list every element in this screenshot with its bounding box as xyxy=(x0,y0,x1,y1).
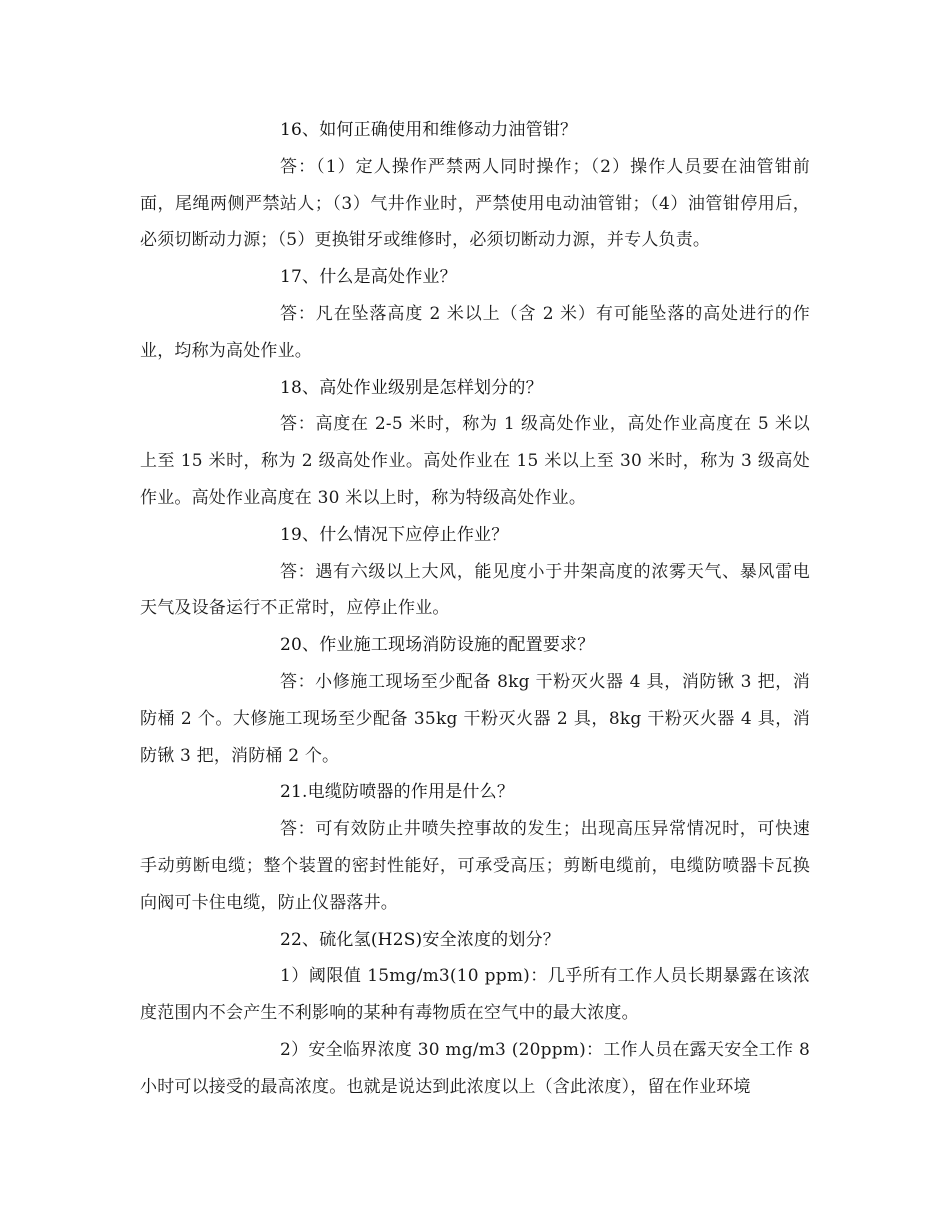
question-22: 22、硫化氢(H2S)安全浓度的划分？ xyxy=(280,929,560,950)
answer-17: 答：凡在坠落高度 2 米以上（含 2 米）有可能坠落的高处进行的作业，均称为高处作业。 xyxy=(140,303,810,361)
answer-19: 答：遇有六级以上大风，能见度小于井架高度的浓雾天气、暴风雷电天气及设备运行不正常时，应停止作业。 xyxy=(140,561,810,619)
question-16: 16、如何正确使用和维修动力油管钳？ xyxy=(280,120,578,140)
question-19: 19、什么情况下应停止作业？ xyxy=(280,524,509,545)
answer-18: 答：高度在 2-5 米时，称为 1 级高处作业，高处作业高度在 5 米以上至 15 米时，称为 2 级高处作业。高处作业在 15 米以上至 30 米时，称为 3 级高处作业。高处作业高度在 30 米以上时，称为特级高处作业。 xyxy=(140,414,810,508)
question-21: 21.电缆防喷器的作用是什么？ xyxy=(280,782,515,803)
answer-21: 答：可有效防止井喷失控事故的发生；出现高压异常情况时，可快速手动剪断电缆；整个装置的密封性能好，可承受高压；剪断电缆前，电缆防喷器卡瓦换向阀可卡住电缆，防止仪器落井。 xyxy=(140,819,810,913)
question-18: 18、高处作业级别是怎样划分的？ xyxy=(280,377,543,398)
answer-16: 答：（1）定人操作严禁两人同时操作；（2）操作人员要在油管钳前面，尾绳两侧严禁站人；（3）气井作业时，严禁使用电动油管钳；（4）油管钳停用后，必须切断动力源；（5）更换钳牙或维修时，必须切断动力源，并专人负责。 xyxy=(140,156,810,251)
answer-22-item-2: 2）安全临界浓度 30 mg/m3 (20ppm)：工作人员在露天安全工作 8 小时可以接受的最高浓度。也就是说达到此浓度以上（含此浓度），留在作业环境 xyxy=(140,1039,810,1097)
answer-20: 答：小修施工现场至少配备 8kg 干粉灭火器 4 具，消防锹 3 把，消防桶 2 个。大修施工现场至少配备 35kg 干粉灭火器 2 具，8kg 干粉灭火器 4 具，消防锹 3 把，消防桶 2 个。 xyxy=(140,671,810,766)
question-17: 17、什么是高处作业？ xyxy=(280,267,457,288)
answer-22-item-1: 1）阈限值 15mg/m3(10 ppm)：几乎所有工作人员长期暴露在该浓度范围内不会产生不利影响的某种有毒物质在空气中的最大浓度。 xyxy=(140,966,810,1024)
document-body xyxy=(140,112,810,1106)
question-20: 20、作业施工现场消防设施的配置要求？ xyxy=(280,635,595,656)
